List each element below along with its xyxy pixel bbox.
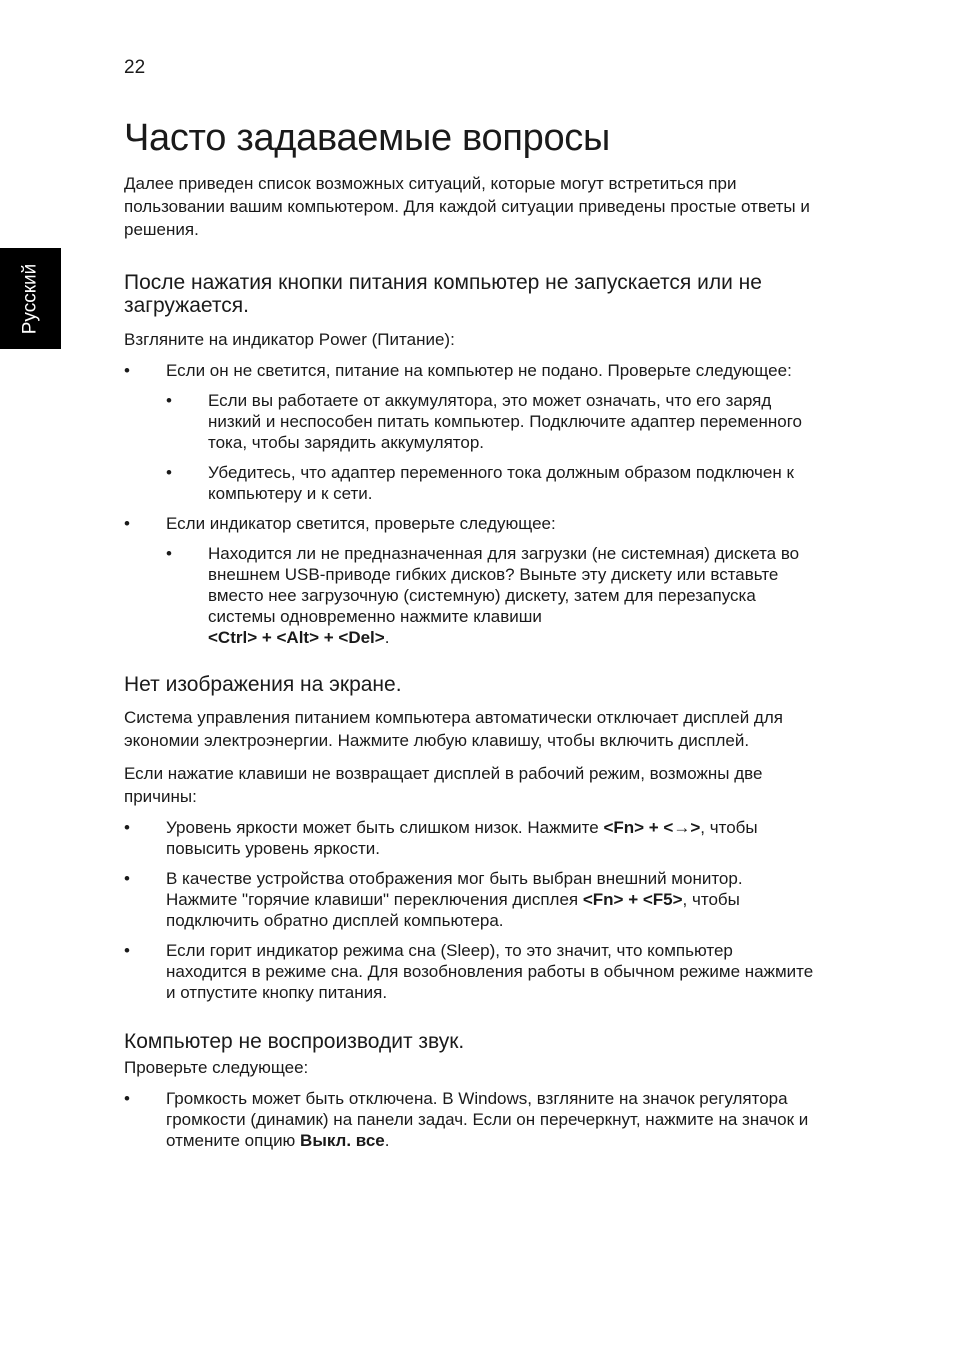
intro-paragraph: Далее приведен список возможных ситуаций, которые могут встретиться при пользовании вашим компьютером. Для каждой ситуации приведены простые ответы и решения.	[124, 174, 810, 239]
sub-bullet-list	[166, 390, 814, 504]
list-item	[124, 360, 814, 504]
section-no-sound	[124, 1030, 814, 1151]
key-combo: <Fn> + <→>	[603, 818, 701, 837]
list-item-text: Если он не светится, питание на компьютер не подано. Проверьте следующее:	[166, 361, 792, 380]
list-item	[124, 868, 814, 931]
list-item	[124, 513, 814, 648]
list-item-text: Громкость может быть отключена. В Windows, взгляните на значок регулятора громкости (динамик) на панели задач. Если он перечеркнут, нажмите на значок и отмените опцию	[166, 1089, 809, 1150]
section-lead: Взгляните на индикатор Power (Питание):	[124, 330, 455, 349]
key-combo: <Ctrl> + <Alt> + <Del>	[208, 628, 385, 647]
list-item-text: , чтобы повысить уровень яркости.	[166, 818, 758, 858]
section-paragraph: Система управления питанием компьютера автоматически отключает дисплей для экономии электроэнергии. Нажмите любую клавишу, чтобы включить дисплей.	[124, 708, 783, 750]
language-tab	[0, 248, 61, 349]
list-item	[166, 543, 814, 648]
language-tab-label: Русский	[19, 263, 41, 334]
list-item-text: Уровень яркости может быть слишком низок. Нажмите	[166, 818, 604, 837]
list-item	[124, 1088, 814, 1151]
list-item	[124, 817, 814, 859]
section-heading: Нет изображения на экране.	[124, 673, 402, 696]
section-heading: Компьютер не воспроизводит звук.	[124, 1030, 465, 1053]
list-item: • Убедитесь, что адаптер переменного тока должным образом подключен к компьютеру и к сети.	[166, 462, 814, 504]
page-number: 22	[124, 57, 146, 78]
section-lead: Проверьте следующее:	[124, 1058, 309, 1077]
punctuation: .	[384, 1131, 390, 1150]
option-name: Выкл. все	[300, 1131, 385, 1150]
section-paragraph: Если нажатие клавиши не возвращает дисплей в рабочий режим, возможны две причины:	[124, 764, 763, 806]
bullet-list	[124, 817, 814, 1003]
list-item-text: , чтобы подключить обратно дисплей компьютера.	[166, 890, 740, 930]
list-item: • Если горит индикатор режима сна (Sleep), то это значит, что компьютер находится в режиме сна. Для возобновления работы в обычном режиме нажмите и отпустите кнопку питания.	[124, 940, 814, 1003]
sub-bullet-list	[166, 543, 814, 648]
punctuation: .	[384, 628, 390, 647]
section-heading: После нажатия кнопки питания компьютер не запускается или не загружается.	[124, 271, 762, 317]
main-content	[124, 112, 814, 1160]
section-no-display	[124, 673, 814, 1003]
list-item-text: Если индикатор светится, проверьте следующее:	[166, 514, 556, 533]
key-combo: <Fn> + <F5>	[582, 890, 683, 909]
bullet-list	[124, 1088, 814, 1151]
bullet-list	[124, 360, 814, 648]
list-item-text: В качестве устройства отображения мог быть выбран внешний монитор. Нажмите "горячие клавиши" переключения дисплея	[166, 869, 743, 909]
page-title: Часто задаваемые вопросы	[124, 117, 611, 159]
section-no-power	[124, 271, 814, 648]
list-item-text: Находится ли не предназначенная для загрузки (не системная) дискета во внешнем USB-приводе гибких дисков? Выньте эту дискету или вставьте вместо нее загрузочную (системную) дискету, затем для перезапуска системы одновременно нажмите клавиши	[208, 544, 800, 626]
list-item: • Если вы работаете от аккумулятора, это может означать, что его заряд низкий и неспособен питать компьютер. Подключите адаптер переменного тока, чтобы зарядить аккумулятор.	[166, 390, 814, 453]
